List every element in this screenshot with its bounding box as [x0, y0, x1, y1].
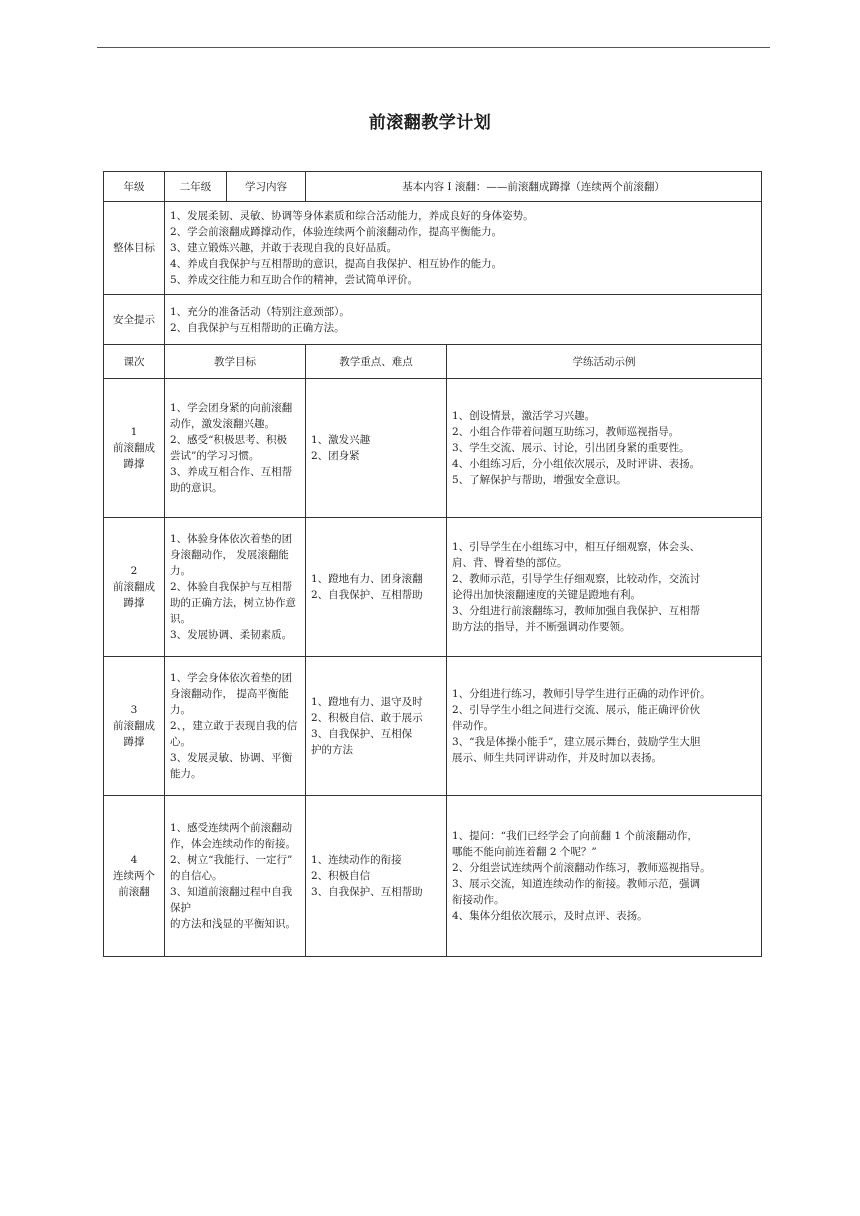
overall-goals-row — [104, 202, 762, 295]
lesson-goals: 1、感受连续两个前滚翻动 作，体会连续动作的衔接。 2、树立“我能行、一定行” 的自信心。 3、知道前滚翻过程中自我 保护 的方法和浅显的平衡知识。 — [165, 796, 306, 957]
grade-label: 年级 — [104, 172, 165, 202]
lesson-number: 1 前滚翻成 蹲撑 — [104, 379, 165, 518]
lesson-activities: 1、分组进行练习，教师引导学生进行正确的动作评价。 2、引导学生小组之间进行交流、展示，能正确评价伙 伴动作。 3、“我是体操小能手”，建立展示舞台，鼓励学生大胆 展示、师生共同评讲动作，并及时加以表扬。 — [447, 657, 762, 796]
lesson-goals: 1、学会团身紧的向前滚翻 动作，激发滚翻兴趣。 2、感受“积极思考、积极 尝试”的学习习惯。 3、养成互相合作、互相帮 助的意识。 — [165, 379, 306, 518]
safety-line: 1、充分的准备活动（特别注意颈部）。 — [170, 305, 350, 318]
column-header-focus: 教学重点、难点 — [306, 345, 447, 379]
lesson-goals: 1、体验身体依次着垫的团 身滚翻动作， 发展滚翻能 力。 2、体验自我保护与互相帮 助的正确方法，树立协作意 识。 3、发展协调、柔韧素质。 — [165, 518, 306, 657]
overall-goals-label: 整体目标 — [104, 202, 165, 295]
lesson-focus: 1、蹬地有力、团身滚翻 2、自我保护、互相帮助 — [306, 518, 447, 657]
column-header-goals: 教学目标 — [165, 345, 306, 379]
lesson-focus: 1、连续动作的衔接 2、积极自信 3、自我保护、互相帮助 — [306, 796, 447, 957]
safety-label: 安全提示 — [104, 295, 165, 345]
content-value: 基本内容 Ⅰ 滚翻：——前滚翻成蹲撑（连续两个前滚翻） — [306, 172, 762, 202]
lesson-row — [104, 657, 762, 796]
lesson-activities: 1、引导学生在小组练习中，相互仔细观察，体会头、 肩、背、臀着垫的部位。 2、教师示范，引导学生仔细观察，比较动作，交流讨 论得出加快滚翻速度的关键是蹬地有利。 3、分组进行前滚翻练习，教师加强自我保护、互相帮 助方法的指导，并不断强调动作要领。 — [447, 518, 762, 657]
lesson-number: 3 前滚翻成 蹲撑 — [104, 657, 165, 796]
safety-line: 2、自我保护与互相帮助的正确方法。 — [170, 321, 345, 334]
overall-goal-line: 1、发展柔韧、灵敏、协调等身体素质和综合活动能力，养成良好的身体姿势。 — [170, 210, 534, 222]
lesson-activities: 1、提问：“我们已经学会了向前翻 1 个前滚翻动作， 哪能不能向前连着翻 2 个呢？” 2、分组尝试连续两个前滚翻动作练习，教师巡视指导。 3、展示交流，知道连续动作的衔接。教师示范，强调 衔接动作。 4、集体分组依次展示，及时点评、表扬。 — [447, 796, 762, 957]
content-label: 学习内容 — [227, 172, 306, 202]
overall-goal-line: 5、养成交往能力和互助合作的精神，尝试简单评价。 — [170, 274, 419, 286]
safety-row — [104, 295, 762, 345]
header-rule — [97, 47, 770, 48]
lesson-number: 2 前滚翻成 蹲撑 — [104, 518, 165, 657]
column-header-row — [104, 345, 762, 379]
lesson-goals: 1、学会身体依次着垫的团 身滚翻动作， 提高平衡能 力。 2、，建立敢于表现自我的信 心。 3、发展灵敏、协调、平衡 能力。 — [165, 657, 306, 796]
lesson-row — [104, 518, 762, 657]
overall-goal-line: 2、学会前滚翻成蹲撑动作，体验连续两个前滚翻动作，提高平衡能力。 — [170, 226, 503, 238]
overall-goal-line: 4、养成自我保护与互相帮助的意识，提高自我保护、相互协作的能力。 — [170, 258, 503, 270]
header-row — [104, 172, 762, 202]
lesson-plan-table — [103, 171, 762, 957]
lesson-number: 4 连续两个 前滚翻 — [104, 796, 165, 957]
page-title: 前滚翻教学计划 — [368, 113, 492, 133]
overall-goal-line: 3、建立锻炼兴趣，并敢于表现自我的良好品质。 — [170, 242, 398, 254]
column-header-activities: 学练活动示例 — [447, 345, 762, 379]
column-header-lesson: 课次 — [104, 345, 165, 379]
lesson-row — [104, 796, 762, 957]
grade-value: 二年级 — [165, 172, 227, 202]
lesson-focus: 1、蹬地有力、退守及时 2、积极自信、敢于展示 3、自我保护、互相保 护的方法 — [306, 657, 447, 796]
lesson-focus: 1、激发兴趣 2、团身紧 — [306, 379, 447, 518]
lesson-activities: 1、创设情景，激活学习兴趣。 2、小组合作带着问题互助练习，教师巡视指导。 3、学生交流、展示、讨论，引出团身紧的重要性。 4、小组练习后，分小组依次展示，及时评讲、表扬。 5、了解保护与帮助，增强安全意识。 — [447, 379, 762, 518]
lesson-row — [104, 379, 762, 518]
